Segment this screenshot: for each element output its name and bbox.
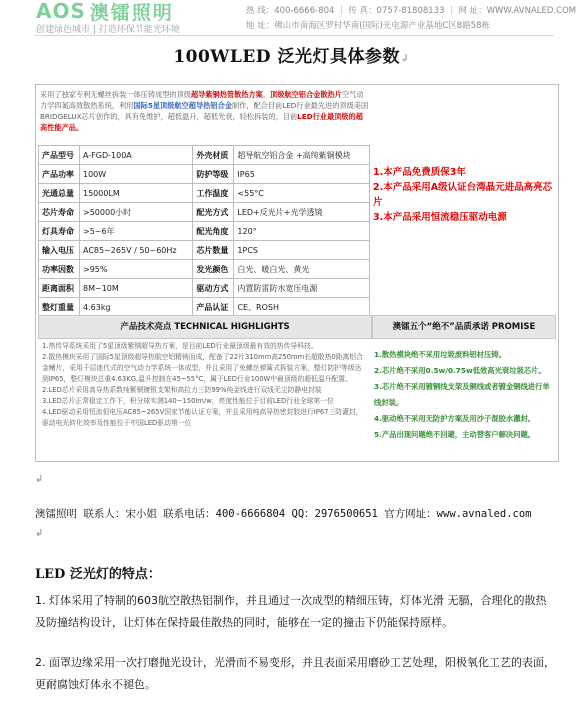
- highlights-list: [38, 339, 372, 431]
- highlight-item: 2.LED芯片采用高导热系数纯紫铜镀银支架和高拉力三防99%纯金线进行双线无尘防静电封装: [42, 386, 322, 394]
- promise-item: 3.本产品采用恒流稳压驱动电源: [373, 212, 507, 223]
- intro-text: ，: [262, 90, 271, 99]
- param-value: 8M~10M: [80, 279, 193, 298]
- page-title: [0, 42, 583, 67]
- param-value: <55°C: [234, 184, 370, 203]
- param-key: 产品功率: [39, 165, 80, 184]
- param-row: [39, 298, 370, 317]
- param-key: 光通总量: [39, 184, 80, 203]
- param-value: 白光、暖白光、黄光: [234, 260, 370, 279]
- param-value: >95%: [80, 260, 193, 279]
- promise-header: 澳镭五个“绝不”品质承诺 PROMISE: [372, 315, 556, 339]
- param-key: 发光颜色: [193, 260, 234, 279]
- promise-green-item: 3.芯片绝不采用镀铜线支架及铜线或者镀金铜线进行单线封装。: [374, 382, 550, 407]
- param-value: 内置防雷防水宽压电源: [234, 279, 370, 298]
- param-row: [39, 165, 370, 184]
- paragraph-mark-icon: ↲: [399, 52, 410, 65]
- param-key: 功率因数: [39, 260, 80, 279]
- logo-mark: AOS: [36, 0, 86, 23]
- param-row: [39, 222, 370, 241]
- logo-text: 澳镭照明: [89, 1, 174, 24]
- feature-paragraph-1: 1. 灯体采用了特制的603航空散热铝制作，并且通过一次成型的精细压铸，灯体光滑 无膈，合理化的散热及防撞结构设计，让灯体在保持最佳散热的同时，能够在一定的撞击下仍能保持原样。: [35, 594, 547, 629]
- page-header: [0, 0, 583, 36]
- param-value: 超导航空铝合金 +高纯紫铜模块: [234, 146, 370, 165]
- param-key: 芯片寿命: [39, 203, 80, 222]
- parameter-table: [38, 145, 370, 317]
- features-heading: LED 泛光灯的特点：: [35, 567, 161, 582]
- header-divider: [34, 35, 554, 36]
- param-key: 配光角度: [193, 222, 234, 241]
- header-contact-address: 地 址：佛山市南海区罗村华南(国际)光电源产业基地C区8路58栋: [246, 21, 490, 31]
- product-intro: [40, 89, 370, 133]
- title-text: 100WLED 泛光灯具体参数: [173, 47, 400, 67]
- highlight-item: 3.LED芯片正常稳定工作下，积分球实测140~150lm/w，亮度性能位于目前LED行业全球第一位: [42, 397, 334, 405]
- contact-line: 澳镭照明 联系人：宋小姐 联系电话：400-6666804 QQ：2976500651 官方网址：www.avnaled.com: [35, 508, 532, 520]
- promise-green-item: 2.芯片绝不采用0.5w/0.75w低效高光衰垃圾芯片。: [374, 366, 546, 375]
- param-row: [39, 260, 370, 279]
- promise-green-item: 5.产品出现问题绝不回避，主动替客户解决问题。: [374, 430, 536, 439]
- intro-text: 空气动力学四氮高效散热系统，利用: [40, 90, 364, 110]
- param-key: 整灯重量: [39, 298, 80, 317]
- feature-paragraph-2: 2. 面罩边缘采用一次打磨抛光设计，光滑而不易变形，并且表面采用磨砂工艺处理，阳极氧化工艺的表面，更耐腐蚀灯体永不褪色。: [35, 656, 555, 691]
- param-key: 输入电压: [39, 241, 80, 260]
- param-key: 驱动方式: [193, 279, 234, 298]
- return-mark-icon: ↲: [35, 474, 44, 485]
- intro-highlight: 国际5星顶级航空超导热铝合金: [133, 101, 232, 110]
- param-row: [39, 146, 370, 165]
- intro-highlight: 超导紫铜热管散热方案: [190, 90, 263, 99]
- highlight-item: 2.散热模块采用了国际5星顶级超导热航空铝精铸而成，配备了22片310mm高250mm长超散热0距离铝合金鳍片，采用千层迷代式的空气动力学系统一体成型，并且采用了免螺丝弹簧式拆装方案，整灯防护等级达到IP65，整灯模块总重4.63KG,温升控制在45~55°C，属于LED行业100W中最顶级的超低温升配置。: [42, 353, 363, 383]
- intro-text: 制作，配合目前LED行业最先进的顶级美国BRIDGELUX芯片创作的，具有免维护，超低温升，超低光衰，轻松拆装的，目前: [40, 101, 369, 121]
- intro-text: 采用了独家专利无螺丝拆装一体压铸成型的顶级: [40, 90, 191, 99]
- promise-list: [374, 347, 554, 443]
- param-key: 灯具寿命: [39, 222, 80, 241]
- spec-sheet: [35, 84, 559, 462]
- param-row: [39, 203, 370, 222]
- param-key: 芯片数量: [193, 241, 234, 260]
- param-key: 距离面积: [39, 279, 80, 298]
- promise-item: 1.本产品免费质保3年: [373, 167, 466, 178]
- slogan: 创建绿色城市 | 打造环保节能光环境: [36, 25, 180, 35]
- header-contact-phone: 热 线：400-6666-804 ｜ 传 真：0757-81808133 ｜ 网 址：WWW.AVNALED.COM: [246, 6, 577, 16]
- param-row: [39, 279, 370, 298]
- promise-item: 2.本产品采用A级认证台湾晶元进品高亮芯片: [373, 182, 553, 208]
- intro-highlight: 顶级航空铝合金散热片: [270, 90, 342, 99]
- param-value: 4.63kg: [80, 298, 193, 317]
- param-value: LED+反光片+光学透镜: [234, 203, 370, 222]
- param-value: AC85~265V / 50~60Hz: [80, 241, 193, 260]
- param-key: 产品认证: [193, 298, 234, 317]
- param-value: >50000小时: [80, 203, 193, 222]
- warranty-promises: [373, 165, 555, 225]
- param-value: 120°: [234, 222, 370, 241]
- param-value: >5~6年: [80, 222, 193, 241]
- highlight-item: 1.热传导系统采用了5星顶级紫铜超导热方案，是目前LED行业最顶级最有效的热传导科技。: [42, 342, 318, 350]
- param-value: 15000LM: [80, 184, 193, 203]
- promise-green-item: 4.驱动绝不采用无防护方案及用沙子混胶水灌封。: [374, 414, 536, 423]
- param-key: 外壳材质: [193, 146, 234, 165]
- brand-logo: [36, 0, 174, 22]
- promise-green-item: 1.散热模块绝不采用垃圾废料铝材压铸。: [374, 350, 506, 359]
- highlights-header: 产品技术亮点 TECHNICAL HIGHLIGHTS: [38, 315, 372, 339]
- param-key: 配光方式: [193, 203, 234, 222]
- param-key: 产品型号: [39, 146, 80, 165]
- param-row: [39, 241, 370, 260]
- param-value: CE、ROSH: [234, 298, 370, 317]
- highlight-item: 4.LED驱动采用恒流恒电压AC85~265V国家节能认证方案，并且采用纯高导热密封胶进行IP67三防灌封，驱动电光转化效率及性能位于中国LED驱动第一位: [42, 408, 363, 427]
- return-mark-icon: ↲: [35, 528, 44, 539]
- param-value: 1PCS: [234, 241, 370, 260]
- param-value: 100W: [80, 165, 193, 184]
- param-row: [39, 184, 370, 203]
- param-value: IP65: [234, 165, 370, 184]
- param-value: A-FGD-100A: [80, 146, 193, 165]
- intro-highlight: LED行业最顶级的超高性能产品。: [40, 112, 363, 132]
- param-key: 防护等级: [193, 165, 234, 184]
- param-key: 工作温度: [193, 184, 234, 203]
